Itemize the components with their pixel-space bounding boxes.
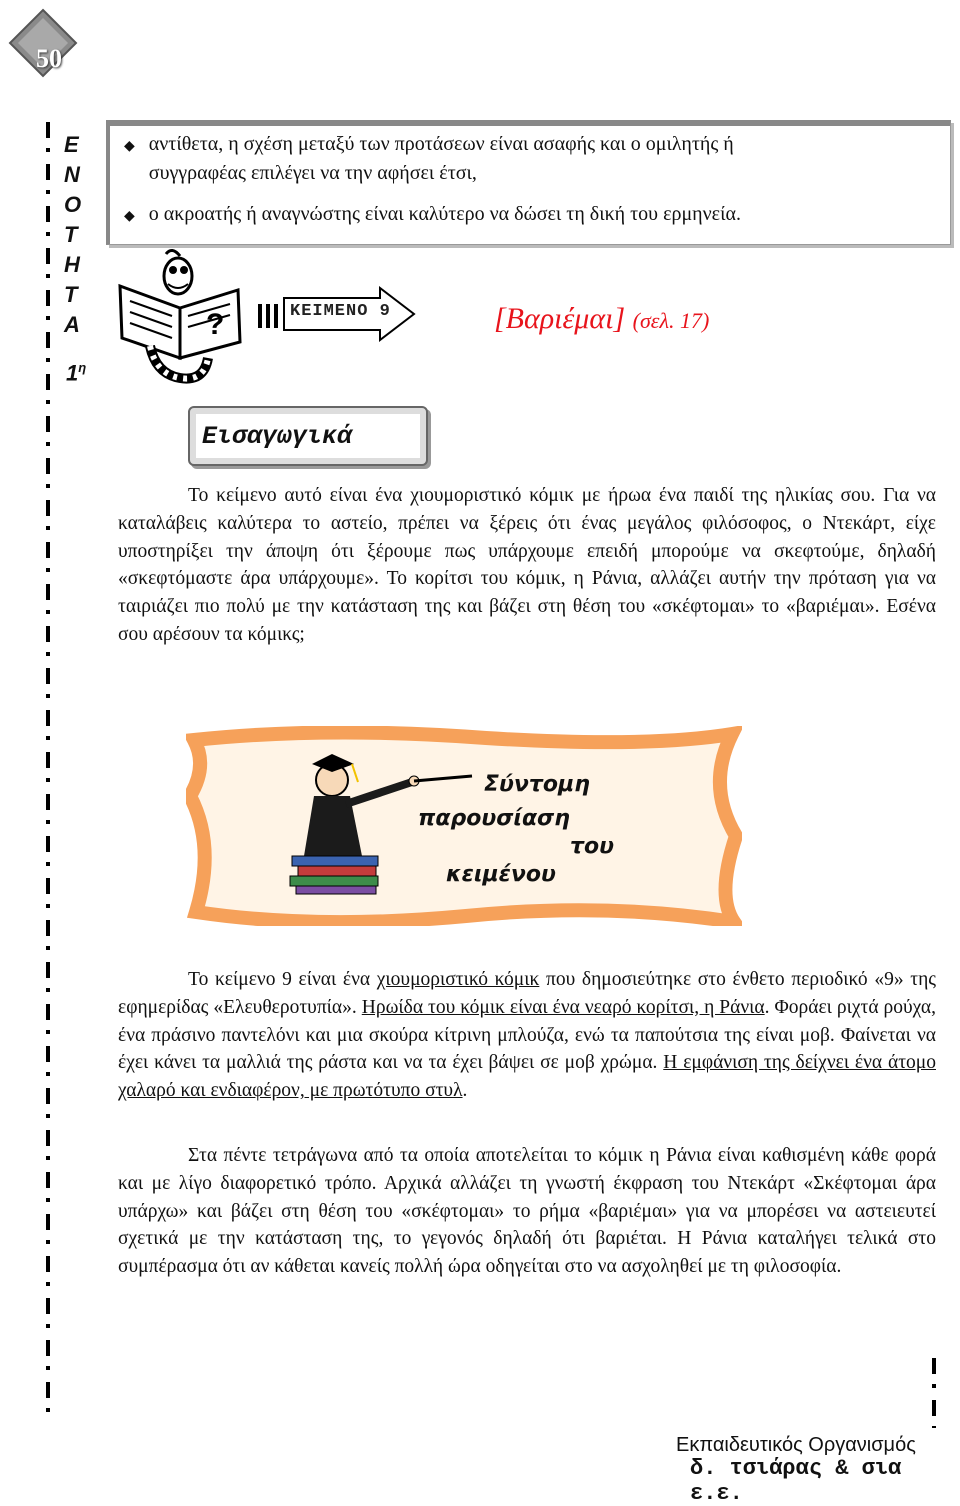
banner-line: παρουσίαση: [418, 806, 570, 831]
summary-text: Στα πέντε τετράγωνα από τα οποία αποτελείται το κόμικ η Ράνια είναι καθισμένη κάθε φορά και με λίγο διαφορετικό τρόπο. Αρχικά αλλάζει τη γνωστή έκφραση του Ντεκάρτ «Σκέφτομαι άρα υπάρχω» και βάζει στη θέση του «σκέφτομαι» το ρήμα «βαριέμαι» για να μπορέσει να αστειευτεί σχετικά με την κατάσταση της, το γεγονός δηλαδή ότι βαριέται. Η Ράνια καταλήγει τελικά στο συμπέρασμα ότι αν κάθεται κανείς πολλή ώρα οδηγείται στο να ασχοληθεί με τη φιλοσοφία.: [118, 1145, 936, 1278]
svg-text:?: ?: [206, 308, 225, 341]
summary-paragraph: [118, 966, 936, 1105]
bullet-text: ο ακροατής ή αναγνώστης είναι καλύτερο να δώσει τη δική του ερμηνεία.: [148, 203, 741, 225]
unit-ordinal: 1: [66, 360, 79, 386]
bullet-text: αντίθετα, η σχέση μεταξύ των προτάσεων είναι ασαφής και ο ομιλητής ή: [148, 133, 734, 155]
summary-text: .: [462, 1080, 468, 1102]
margin-rail-bottom: [932, 1358, 936, 1428]
summary-underlined: χιουμοριστικό κόμικ: [376, 969, 540, 990]
footer-organization: Εκπαιδευτικός Οργανισμός: [676, 1434, 916, 1456]
bullet-box: [106, 120, 951, 245]
text-page-ref: (σελ. 17): [632, 308, 710, 333]
text-title: [494, 302, 709, 336]
unit-label: Ε Ν Ο Τ Η Τ Α: [64, 132, 82, 337]
unit-number: [66, 360, 86, 386]
text-title-main: [Βαριέμαι]: [494, 302, 626, 335]
summary-text: Το κείμενο 9 είναι ένα: [188, 969, 377, 990]
margin-rail: [46, 122, 50, 1422]
banner-line: του: [570, 834, 615, 859]
intro-paragraph-text: Το κείμενο αυτό είναι ένα χιουμοριστικό κόμικ με ήρωα ένα παιδί της ηλικίας σου. Για να καταλάβεις καλύτερα το αστείο, πρέπει να ξέρεις ότι ένας μεγάλος φιλόσοφος, ο Ντεκάρτ, είχε υποστηρίξει την άποψη ότι ξέρουμε πως υπάρχουμε επειδή μπορούμε να σκεφτούμε, δηλαδή «σκεφτόμαστε άρα υπάρχουμε». Το κορίτσι του κόμικ, η Ράνια, αλλάζει αυτήν την πρόταση για να ταιριάζει πιο πολύ με την κατάσταση της και βάζει στη θέση του «σκέφτομαι» το «βαριέμαι». Εσένα σου αρέσουν τα κόμικς;: [118, 485, 936, 645]
page-number: 50: [36, 44, 62, 73]
summary-underlined: Ηρωίδα του κόμικ είναι ένα νεαρό κορίτσι, η Ράνια: [361, 996, 765, 1018]
unit-ordinal-suffix: η: [78, 360, 87, 375]
banner-line: Σύντομη: [484, 772, 590, 797]
diamond-bullet-icon: ◆: [124, 139, 135, 154]
bullet-item: [124, 200, 741, 231]
summary-text: που δημοσιεύτηκε στο ένθετο περιοδικό «9» της εφημερίδας «Ελευθεροτυπία».: [118, 969, 936, 1018]
section-arrow-label: ΚΕΙΜΕΝΟ 9: [290, 302, 391, 321]
summary-text: . Φοράει ριχτά ρούχα, ένα πράσινο παντελόνι και μια σκούρα κίτρινη μπλούζα, ενώ τα παπούτσια της είναι μοβ. Φαίνεται να έχει κάνει τα μαλλιά της ράστα και να τα έχει βάψει σε μοβ χρώμα.: [118, 996, 936, 1074]
bullet-item: [124, 130, 734, 188]
intro-heading: Εισαγωγικά: [202, 422, 353, 451]
summary-underlined: Η εμφάνιση της δείχνει ένα άτομο χαλαρό και ενδιαφέρον, με πρωτότυπο στυλ: [118, 1052, 936, 1102]
summary-paragraph-2: [118, 1142, 936, 1281]
diamond-bullet-icon: ◆: [124, 209, 135, 224]
banner-line: κειμένου: [446, 862, 556, 887]
bookworm-illustration: [110, 246, 260, 386]
footer-publisher: δ. τσιάρας & σια ε.ε.: [690, 1456, 902, 1506]
bullet-text: συγγραφέας επιλέγει να την αφήσει έτσι,: [148, 162, 477, 184]
intro-paragraph: [118, 482, 936, 649]
